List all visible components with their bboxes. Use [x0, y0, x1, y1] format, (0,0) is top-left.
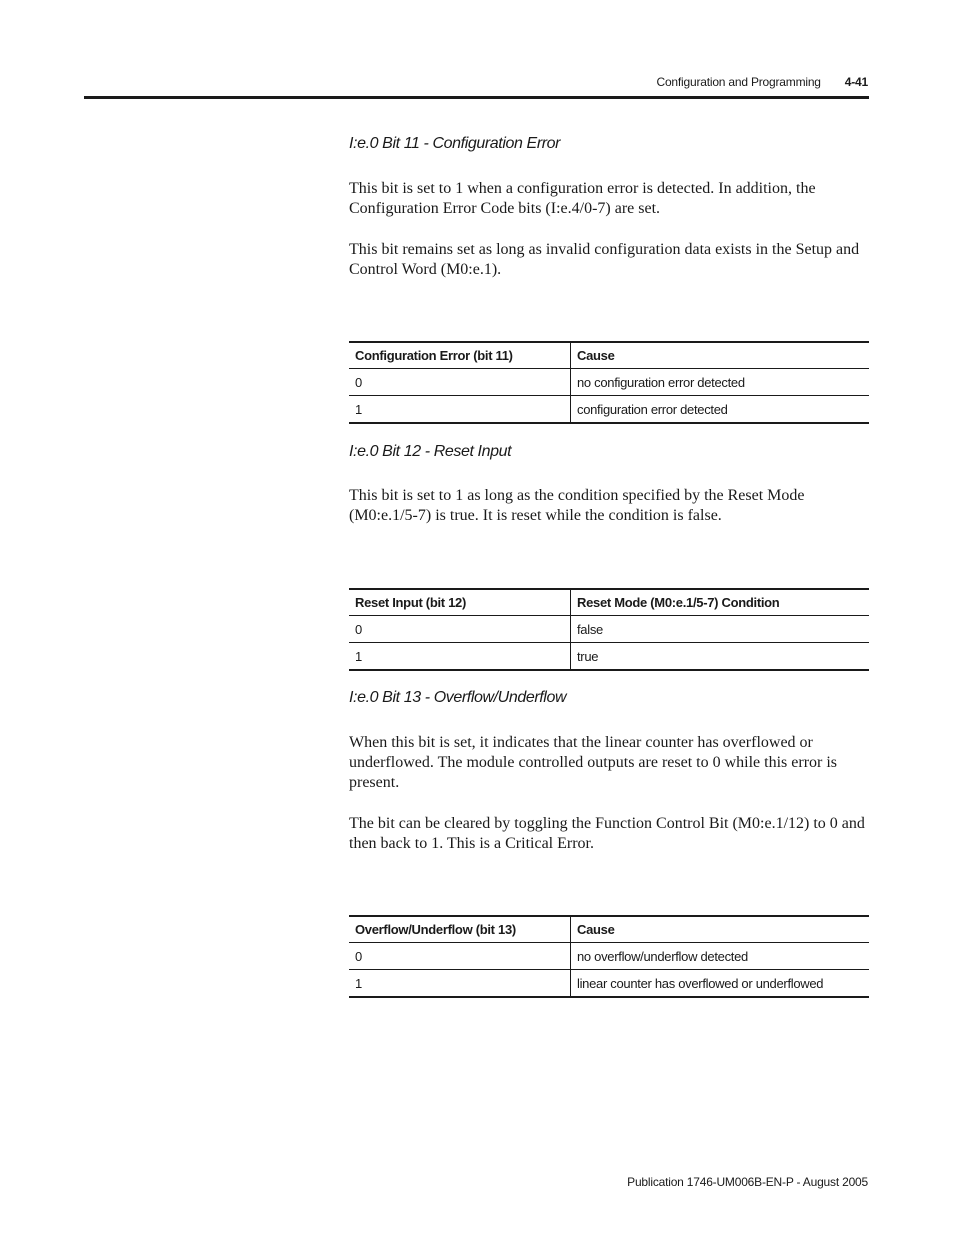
header-rule: [84, 96, 869, 99]
paragraph: This bit is set to 1 when a configuration error is detected. In addition, the Configuration Error Code bits (I:e.4/0-7) are set.: [349, 180, 816, 217]
section-heading-bit-13: I:e.0 Bit 13 - Overflow/Underflow: [349, 689, 567, 706]
table-header-row: [349, 589, 869, 616]
paragraph: When this bit is set, it indicates that the linear counter has overflowed or underflowed. The module controlled outputs are reset to 0 while this error is present.: [349, 734, 838, 791]
column-header: Configuration Error (bit 11): [349, 342, 571, 369]
table-row: [349, 643, 869, 671]
column-header: Reset Mode (M0:e.1/5-7) Condition: [577, 595, 780, 610]
table-cell: linear counter has overflowed or underflowed: [577, 975, 824, 991]
table-header-row: [349, 916, 869, 943]
table-row: [349, 970, 869, 998]
table-row: [349, 396, 869, 424]
table-cell: 1: [349, 970, 571, 998]
page-number: 4-41: [844, 75, 868, 89]
table-row: [349, 943, 869, 970]
header-section-title: Configuration and Programming: [656, 75, 821, 89]
table-bit-13: [349, 915, 869, 998]
table-bit-11: [349, 341, 869, 424]
paragraph: The bit can be cleared by toggling the Function Control Bit (M0:e.1/12) to 0 and then back to 1. This is a Critical Error.: [349, 815, 865, 852]
column-header: Cause: [577, 922, 615, 937]
table-bit-12: [349, 588, 869, 671]
section-heading-bit-12: I:e.0 Bit 12 - Reset Input: [349, 443, 512, 460]
table-cell: 1: [349, 643, 571, 671]
column-header: Cause: [577, 348, 615, 363]
table-row: [349, 369, 869, 396]
table-cell: 0: [349, 616, 571, 643]
table-cell: false: [577, 621, 603, 637]
table-cell: 1: [349, 396, 571, 424]
table-cell: no overflow/underflow detected: [577, 948, 748, 964]
table-cell: true: [577, 648, 599, 664]
table-cell: configuration error detected: [577, 401, 728, 417]
column-header: Overflow/Underflow (bit 13): [349, 916, 571, 943]
paragraph: This bit is set to 1 as long as the condition specified by the Reset Mode (M0:e.1/5-7) is true. It is reset while the condition is false.: [349, 487, 805, 524]
table-cell: no configuration error detected: [577, 374, 745, 390]
section-heading-bit-11: I:e.0 Bit 11 - Configuration Error: [349, 135, 561, 152]
page-header: [560, 75, 868, 89]
table-row: [349, 616, 869, 643]
table-header-row: [349, 342, 869, 369]
publication-footer: Publication 1746-UM006B-EN-P - August 2005: [627, 1175, 868, 1189]
table-cell: 0: [349, 943, 571, 970]
table-cell: 0: [349, 369, 571, 396]
column-header: Reset Input (bit 12): [349, 589, 571, 616]
paragraph: This bit remains set as long as invalid configuration data exists in the Setup and Control Word (M0:e.1).: [349, 241, 860, 278]
